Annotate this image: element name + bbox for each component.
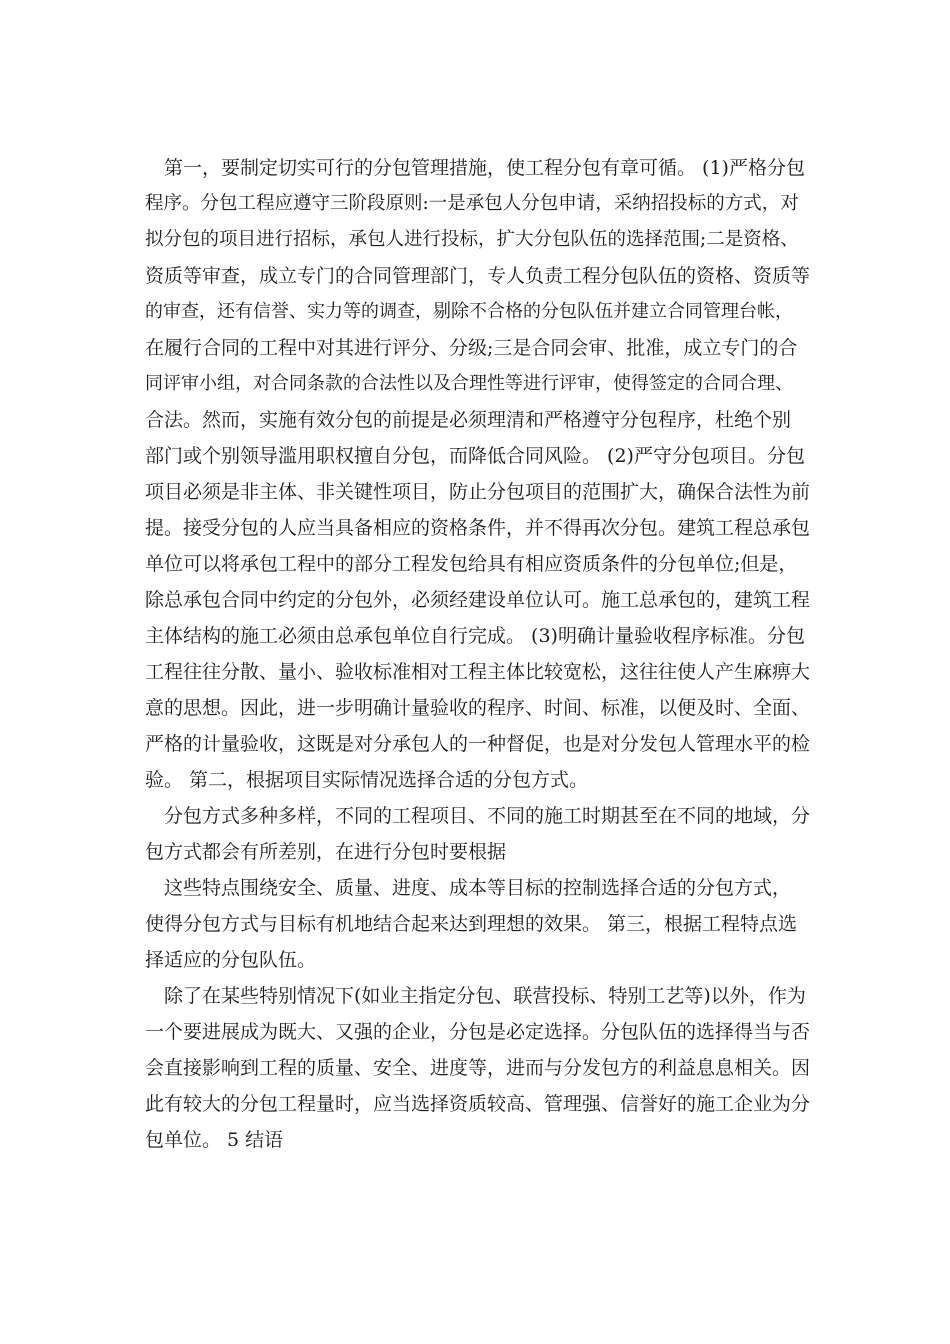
text-line: 验。 第二，根据项目实际情况选择合适的分包方式。 [145,769,589,791]
text-line: 此有较大的分包工程量时，应当选择资质较高、管理强、信誉好的施工企业为分 [145,1093,811,1115]
text-line: 主体结构的施工必须由总承包单位自行完成。 (3)明确计量验收程序标准。分包 [145,625,805,647]
text-line: 择适应的分包队伍。 [145,949,317,971]
text-line: 在履行合同的工程中对其进行评分、分级;三是合同会审、批准，成立专门的合 [145,337,798,359]
text-line: 单位可以将承包工程中的部分工程发包给具有相应资质条件的分包单位;但是， [145,553,798,575]
text-line: 除了在某些特别情况下(如业主指定分包、联营投标、特别工艺等)以外，作为 [164,985,806,1007]
text-line: 意的思想。因此，进一步明确计量验收的程序、时间、标准，以便及时、全面、 [145,697,811,719]
text-line: 的审查，还有信誉、实力等的调查，剔除不合格的分包队伍并建立合同管理台帐， [145,301,793,322]
text-line: 严格的计量验收，这既是对分承包人的一种督促，也是对分发包人管理水平的检 [145,733,811,755]
text-line: 使得分包方式与目标有机地结合起来达到理想的效果。 第三，根据工程特点选 [145,913,798,935]
text-line: 合法。然而，实施有效分包的前提是必须理清和严格遵守分包程序，杜绝个别 [145,409,792,431]
text-line: 部门或个别领导滥用职权擅自分包，而降低合同风险。 (2)严守分包项目。分包 [145,445,805,467]
text-line: 程序。分包工程应遵守三阶段原则:一是承包人分包申请，采纳招投标的方式，对 [145,193,799,214]
text-line: 项目必须是非主体、非关键性项目，防止分包项目的范围扩大，确保合法性为前 [145,481,811,503]
text-line: 同评审小组，对合同条款的合法性以及合理性等进行评审，使得签定的合同合理、 [145,373,793,394]
text-line: 分包方式多种多样，不同的工程项目、不同的施工时期甚至在不同的地域，分 [164,805,811,827]
text-line: 除总承包合同中约定的分包外，必须经建设单位认可。施工总承包的，建筑工程 [145,589,811,611]
text-line: 会直接影响到工程的质量、安全、进度等，进而与分发包方的利益息息相关。因 [145,1057,811,1079]
text-line: 资质等审查，成立专门的合同管理部门，专人负责工程分包队伍的资格、资质等 [145,265,811,287]
text-line: 第一，要制定切实可行的分包管理措施，使工程分包有章可循。 (1)严格分包 [164,157,805,179]
text-line: 拟分包的项目进行招标，承包人进行投标，扩大分包队伍的选择范围;二是资格、 [145,229,799,250]
text-line: 工程往往分散、量小、验收标准相对工程主体比较宽松，这往往使人产生麻痹大 [145,661,811,683]
text-line: 提。接受分包的人应当具备相应的资格条件，并不得再次分包。建筑工程总承包 [145,517,811,539]
text-line: 这些特点围绕安全、质量、进度、成本等目标的控制选择合适的分包方式， [164,877,792,899]
text-line: 包方式都会有所差别，在进行分包时要根据 [145,841,507,863]
text-line: 一个要进展成为既大、又强的企业，分包是必定选择。分包队伍的选择得当与否 [145,1021,811,1043]
text-line: 包单位。 5 结语 [145,1129,284,1151]
